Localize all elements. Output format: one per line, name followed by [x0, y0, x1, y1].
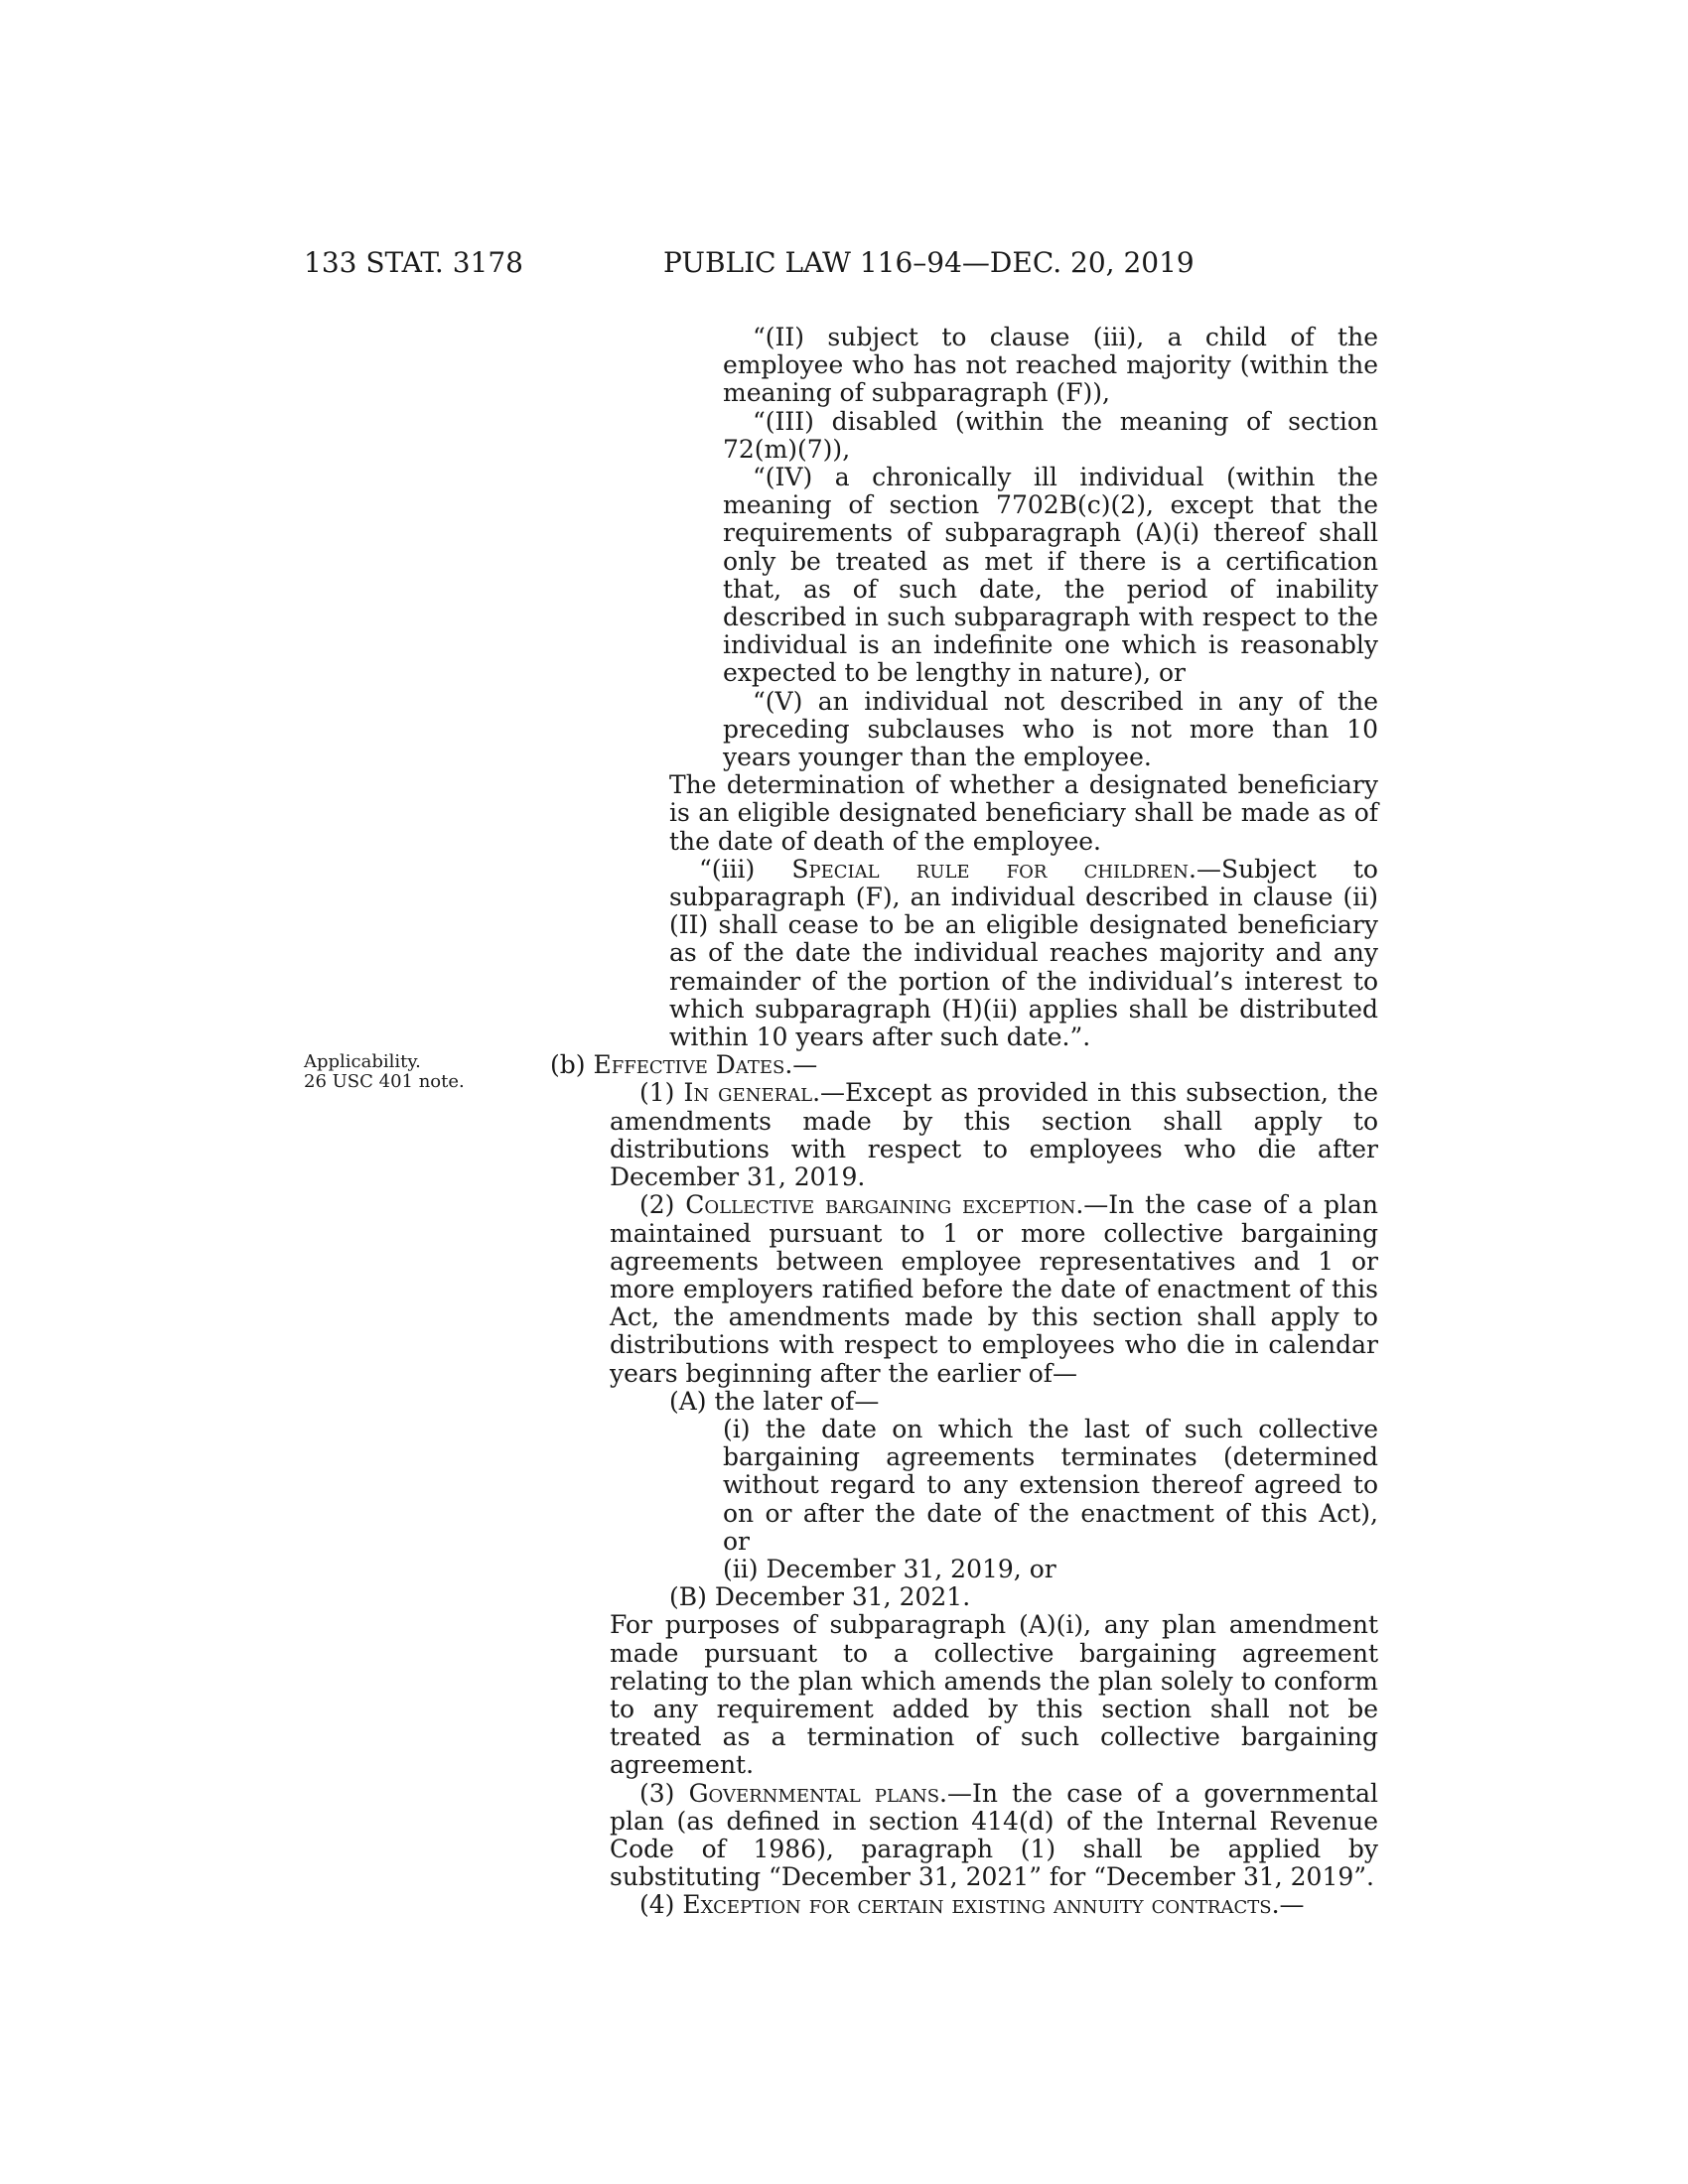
clause-A-ii: (ii) December 31, 2019, or: [723, 1554, 1056, 1583]
running-title: PUBLIC LAW 116–94—DEC. 20, 2019: [663, 246, 1195, 279]
subsection-b: [550, 1051, 1378, 1079]
subparagraph-A: (A) the later of—: [669, 1386, 880, 1416]
subclause-IV: “(IV) a chronically ill individual (within the meaning of section 7702B(c)(2), except that the requirements of subparagraph (A)(i) thereof shall only be treated as met if there is a certification that, as of such date, the period of inability described in such subparagraph with respect to the individual is an indefinite one which is reasonably expected to be lengthy in nature), or: [723, 463, 1378, 688]
margin-note-usc-citation: 26 USC 401 note.: [304, 1071, 465, 1092]
paragraph-1: [610, 1079, 1378, 1191]
subparagraph-B: (B) December 31, 2021.: [669, 1582, 971, 1612]
subclause-II: “(II) subject to clause (iii), a child of the employee who has not reached majority (within the meaning of subparagraph (F)),: [723, 323, 1378, 408]
subsection-b-dash: .—: [784, 1050, 818, 1080]
clause-iii-label: “(iii): [699, 854, 792, 884]
determination-paragraph: The determination of whether a designated beneficiary is an eligible designated beneficiary shall be made as of the date of death of the employee.: [669, 770, 1378, 856]
paragraph-2-heading: Collective bargaining exception: [685, 1190, 1076, 1220]
paragraph-3-heading: Governmental plans: [688, 1778, 940, 1808]
paragraph-4: [610, 1891, 1378, 1919]
paragraph-4-heading: Exception for certain existing annuity contracts: [682, 1890, 1272, 1920]
clause-iii-heading: Special rule for children: [791, 854, 1189, 884]
paragraph-4-dash: .—: [1271, 1890, 1305, 1920]
paragraph-3-text: .—In the case of a governmental plan (as defined in section 414(d) of the Internal Revenue Code of 1986), paragraph (1) shall be applied by substituting “December 31, 2021” for “December 31, 2019”.: [610, 1778, 1378, 1892]
paragraph-1-text: .—Except as provided in this subsection, the amendments made by this section shall apply to distributions with respect to employees who die after December 31, 2019.: [610, 1078, 1378, 1192]
purposes-paragraph: For purposes of subparagraph (A)(i), any plan amendment made pursuant to a collective bargaining agreement relating to the plan which amends the plan solely to conform to any requirement added by this section shall not be treated as a termination of such collective bargaining agreement.: [610, 1610, 1378, 1780]
paragraph-2: [610, 1191, 1378, 1387]
paragraph-3: [610, 1780, 1378, 1892]
clause-iii: [669, 856, 1378, 1051]
paragraph-2-text: .—In the case of a plan maintained pursuant to 1 or more collective bargaining agreements between employee representatives and 1 or more employers ratified before the date of enactment of this Act, the amendments made by this section shall apply to distributions with respect to employees who die in calendar years beginning after the earlier of—: [610, 1190, 1378, 1388]
subsection-b-heading: Effective Dates: [593, 1050, 785, 1080]
paragraph-4-label: (4): [639, 1890, 683, 1920]
subclause-III: “(III) disabled (within the meaning of section 72(m)(7)),: [723, 406, 1378, 464]
paragraph-3-label: (3): [639, 1778, 689, 1808]
paragraph-1-label: (1): [639, 1078, 684, 1108]
clause-A-i: (i) the date on which the last of such collective bargaining agreements terminates (determined without regard to any extension thereof agreed to on or after the date of the enactment of this Act), or: [723, 1414, 1378, 1556]
clause-iii-text: .—Subject to subparagraph (F), an individual described in clause (ii)(II) shall cease to be an eligible designated beneficiary as of the date the individual reaches majority and any remainder of the portion of the individual’s interest to which subparagraph (H)(ii) applies shall be distributed within 10 years after such date.”.: [669, 854, 1378, 1052]
statute-page-number: 133 STAT. 3178: [304, 246, 523, 279]
paragraph-1-heading: In general: [683, 1078, 813, 1108]
document-body: [0, 324, 1688, 1920]
paragraph-2-label: (2): [639, 1190, 686, 1220]
subclause-V: “(V) an individual not described in any of the preceding subclauses who is not more than 10 years younger than the employee.: [723, 686, 1378, 772]
page-header: [0, 246, 1688, 286]
margin-note-applicability: Applicability.: [304, 1051, 421, 1072]
subsection-b-label: (b): [550, 1050, 594, 1080]
